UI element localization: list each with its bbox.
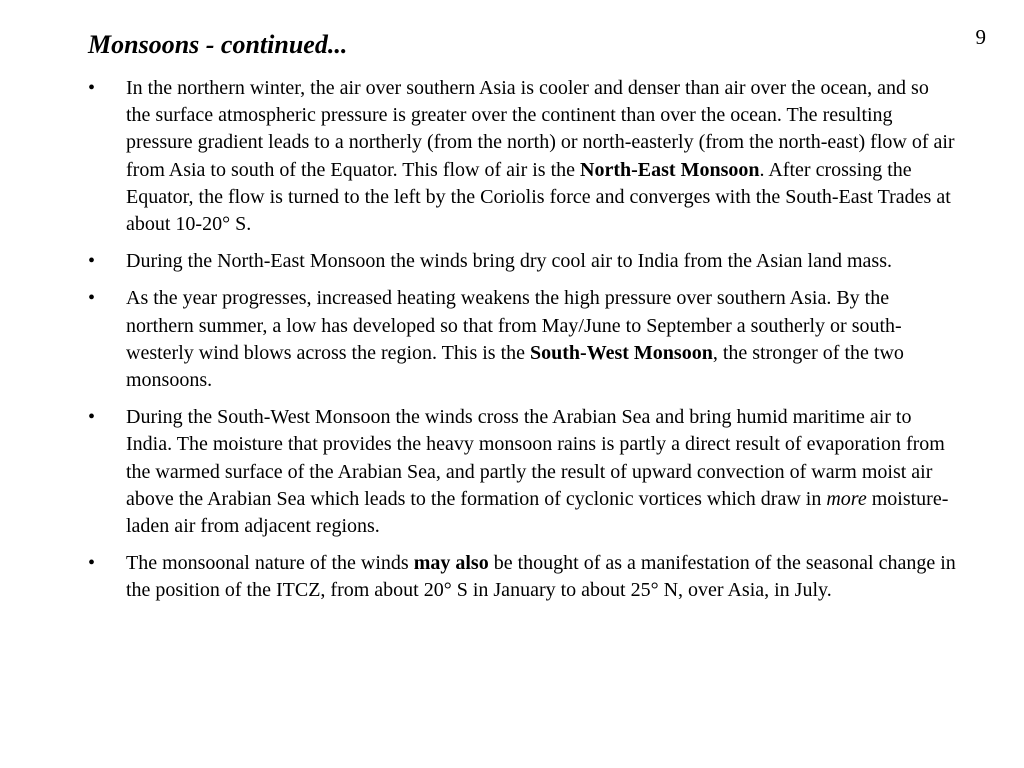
bullet-item-1 [88,75,958,238]
bullet-item-3 [88,285,958,394]
bullet-text: be thought of as a manifestation of the seasonal change in the position of the ITCZ, from about 20° S in January to about 25° N, over Asia, in July. [126,552,956,602]
bold-term-north-east-monsoon: North-East Monsoon [580,158,760,181]
italic-word-more: more [826,487,867,510]
bold-term-south-west-monsoon: South-West Monsoon [530,341,713,364]
bullet-text: The monsoonal nature of the winds [126,552,414,575]
bullet-item-5 [88,550,958,604]
bullet-text: moisture-laden air from adjacent regions. [126,487,949,538]
bullet-marker: • [88,406,96,429]
bullet-text: , the stronger of the two monsoons. [126,341,904,392]
bullet-list [88,75,958,615]
bullet-text: . After crossing the Equator, the flow is turned to the left by the Coriolis force and converges with the South-East Trades at about 10-20° S. [126,158,951,236]
bullet-marker: • [88,77,96,99]
bold-phrase-may-also: may also [413,552,489,575]
bullet-item-2 [88,248,958,275]
bullet-marker: • [88,287,96,310]
slide-title: Monsoons - continued... [88,30,348,59]
bullet-text: During the South-West Monsoon the winds cross the Arabian Sea and bring humid maritime air to India. The moisture that provides the heavy monsoon rains is partly a direct result of evaporation from the warmed surface of the Arabian Sea, and partly the result of upward convection of warm moist air above the Arabian Sea which leads to the formation of cyclonic vortices which draw in [126,406,945,510]
bullet-item-4 [88,404,958,540]
bullet-text: As the year progresses, increased heating weakens the high pressure over southern Asia. By the northern summer, a low has developed so that from May/June to September a southerly or south-westerly wind blows across the region. This is the [126,287,902,364]
bullet-text: In the northern winter, the air over southern Asia is cooler and denser than air over the ocean, and so the surface atmospheric pressure is greater over the continent than over the ocean. The resulting pressure gradient leads to a northerly (from the north) or north-easterly (from the north-east) flow of air from Asia to south of the Equator. This flow of air is the [126,77,955,181]
bullet-text: During the North-East Monsoon the winds bring dry cool air to India from the Asian land mass. [126,250,892,273]
bullet-marker: • [88,250,96,273]
bullet-marker: • [88,552,96,575]
page-number: 9 [975,25,986,49]
